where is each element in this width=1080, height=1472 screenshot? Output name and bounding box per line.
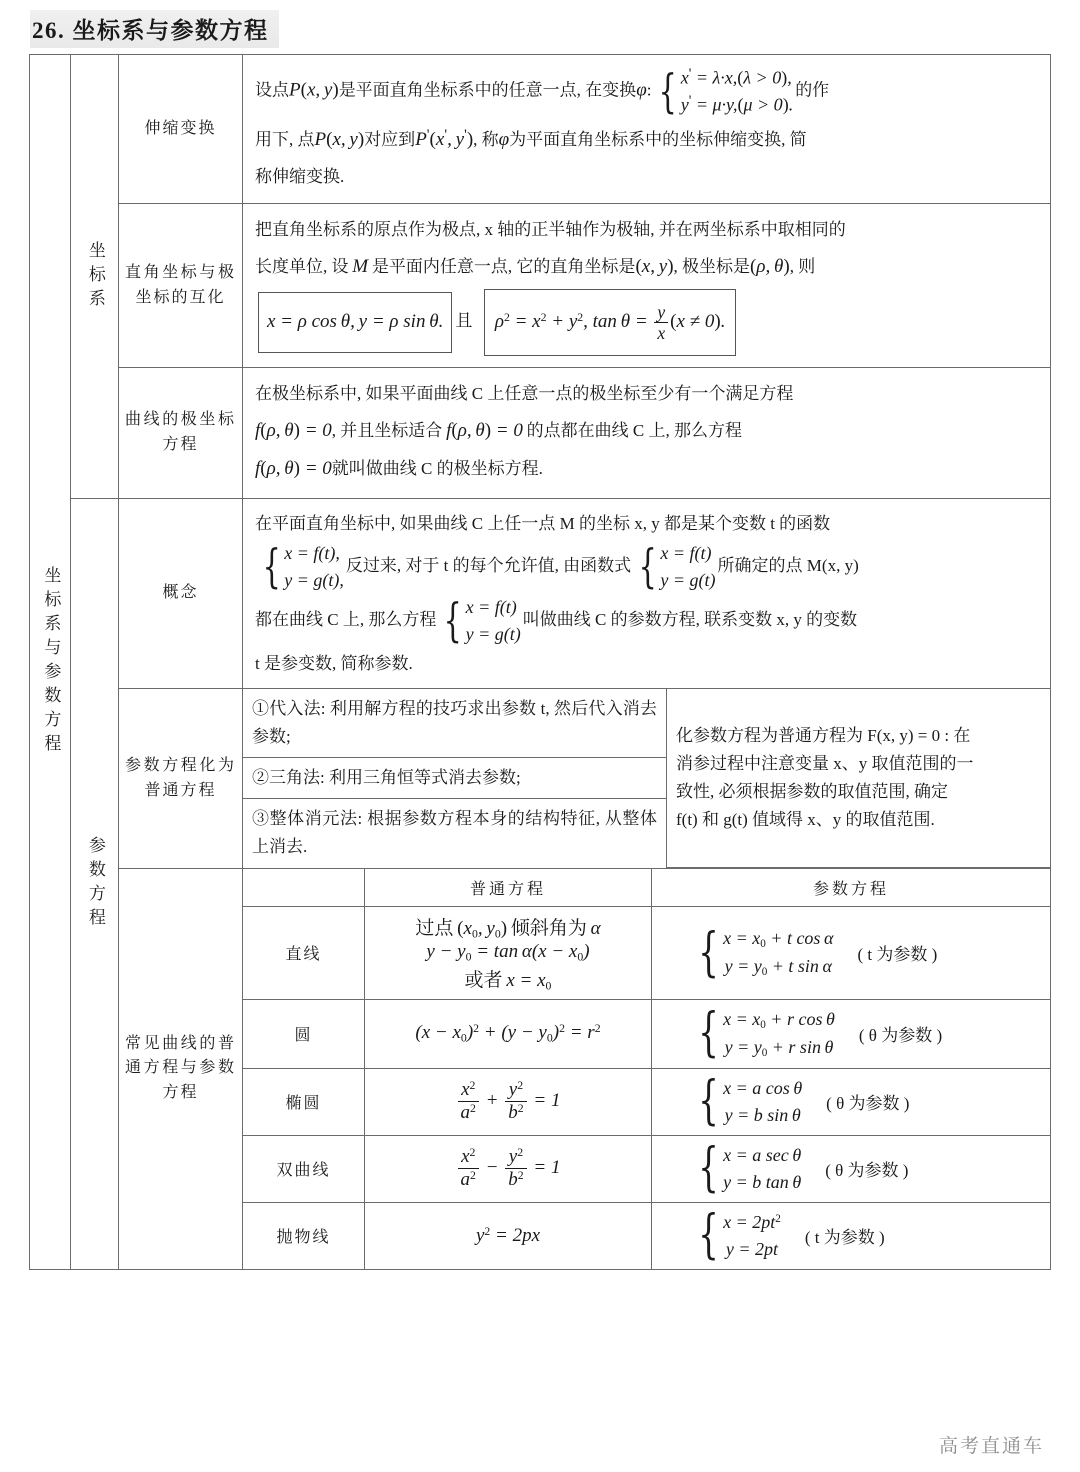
circle-param-system bbox=[692, 1003, 835, 1064]
polar-curve-body bbox=[243, 368, 1050, 499]
group1-label-cell bbox=[71, 55, 119, 499]
to-ordinary-label-cell bbox=[119, 689, 243, 869]
brace-glyph: { bbox=[443, 592, 463, 647]
frac-num: $x^2$ bbox=[458, 1079, 479, 1102]
param-wrap bbox=[656, 1071, 1046, 1132]
parabola-param-note: ( t 为参数 ) bbox=[804, 1228, 885, 1248]
line-ord-3: 或者 $x = x_0$ bbox=[464, 969, 552, 992]
concept-sys1-row1: x = f(t), bbox=[284, 542, 340, 563]
circle-param-row2: $y = y_0 + r$ sin θ bbox=[724, 1036, 834, 1059]
brace-glyph: { bbox=[698, 1003, 719, 1064]
concept-line1: 在平面直角坐标中, 如果曲线 C 上任一点 M 的坐标 x, y 都是某个变数 t 的函数 bbox=[255, 514, 831, 534]
curves-header-param: 参数方程 bbox=[652, 869, 1051, 907]
conversion-box-2 bbox=[484, 289, 737, 355]
ellipse-param-row1: x = a cos θ bbox=[723, 1077, 803, 1098]
concept-body-cell bbox=[243, 499, 1051, 689]
stretch-label: 伸缩变换 bbox=[144, 119, 217, 137]
stretch-line2 bbox=[255, 119, 1038, 160]
ellipse-ord: $\frac{x^2}{a^2}$ + $\frac{y^2}{b^2}$ = 1 bbox=[456, 1090, 561, 1111]
conv-l2c: , 极坐标是 bbox=[673, 257, 751, 277]
curve-ordinary-parabola bbox=[365, 1202, 652, 1269]
grand-label: 坐标系与参数方程 bbox=[41, 565, 61, 758]
conv-l2a: 长度单位, 设 bbox=[255, 257, 349, 277]
curve-param-parabola bbox=[652, 1202, 1051, 1269]
y2-over-b2 bbox=[505, 1079, 526, 1124]
stretch-l1c: 的作 bbox=[795, 80, 830, 100]
note-line-1: 化参数方程为普通方程为 F(x, y) = 0 : 在 bbox=[676, 726, 971, 746]
frac-num: $x^2$ bbox=[458, 1146, 479, 1169]
table-row bbox=[30, 868, 1051, 1269]
page-title-wrap bbox=[0, 0, 1080, 54]
to-ordinary-body-cell bbox=[243, 689, 1051, 869]
curve-name-ellipse: 椭圆 bbox=[243, 1068, 365, 1135]
frac-den: $a^2$ bbox=[460, 1102, 476, 1124]
curve-param-circle bbox=[652, 999, 1051, 1068]
x2-over-a2 bbox=[458, 1079, 479, 1124]
param-wrap bbox=[656, 1003, 1046, 1064]
stretch-l2d: 为平面直角坐标系中的坐标伸缩变换, 简 bbox=[509, 129, 807, 149]
conversion-line1: 把直角坐标系的原点作为极点, x 轴的正半轴作为极轴, 并在两坐标系中取相同的 bbox=[255, 220, 846, 240]
group2-label-cell bbox=[71, 499, 119, 1269]
stretch-sys-row2: y' = μ·y,(μ > 0). bbox=[680, 93, 794, 115]
concept-sys3-row1: x = f(t) bbox=[465, 596, 517, 617]
table-row bbox=[243, 999, 1050, 1068]
curves-table bbox=[243, 869, 1050, 1269]
curve-param-hyperbola bbox=[652, 1135, 1051, 1202]
concept-system-3 bbox=[438, 594, 520, 648]
stretch-l2b: 对应到 bbox=[364, 129, 416, 149]
table-row bbox=[30, 689, 1051, 869]
stretch-body bbox=[243, 55, 1050, 203]
table-row bbox=[30, 367, 1051, 499]
stretch-l2a: 用下, 点 bbox=[255, 129, 315, 149]
table-row bbox=[243, 1202, 1050, 1269]
conv-formula-2: $\rho^2 = x^2 + y^2$, tan θ = $\frac{y}{x}$ (x ≠ 0). bbox=[494, 302, 726, 344]
curve-name-line: 直线 bbox=[243, 906, 365, 999]
frac-num: $y^2$ bbox=[505, 1079, 526, 1102]
concept-line4: t 是参变数, 简称参数. bbox=[255, 653, 413, 673]
circle-param-row1: $x = x_0 + r$ cos θ bbox=[723, 1008, 835, 1031]
concept-mid2: 所确定的点 M(x, y) bbox=[717, 555, 859, 575]
method-3-cell: ③整体消元法: 根据参数方程本身的结构特征, 从整体上消去. bbox=[243, 799, 667, 868]
conv-xy: (x, y) bbox=[635, 256, 674, 278]
table-row bbox=[30, 204, 1051, 367]
concept-line2 bbox=[255, 540, 1038, 594]
parabola-param-row1: $x = 2pt^2$ bbox=[723, 1211, 781, 1232]
y-over-x-fraction bbox=[654, 302, 668, 343]
curve-name-parabola: 抛物线 bbox=[243, 1202, 365, 1269]
table-row bbox=[243, 689, 1050, 758]
conversion-label: 直角坐标与极坐标的互化 bbox=[125, 263, 236, 306]
ellipse-param-system bbox=[692, 1071, 803, 1132]
to-ordinary-label: 参数方程化为普通方程 bbox=[125, 756, 236, 799]
line-param-row1: $x = x_0 + t$ cos α bbox=[723, 928, 834, 951]
concept-label-cell bbox=[119, 499, 243, 689]
phi-symbol-2: φ bbox=[498, 128, 510, 150]
concept-sys2-row2: y = g(t) bbox=[660, 569, 716, 590]
curve-ordinary-line bbox=[365, 906, 652, 999]
concept-sys2-row1: x = f(t) bbox=[660, 542, 712, 563]
stretch-body-cell bbox=[243, 55, 1051, 204]
hyperbola-param-system bbox=[692, 1138, 802, 1199]
table-row bbox=[243, 869, 1050, 907]
ellipse-param-note: ( θ 为参数 ) bbox=[826, 1094, 910, 1114]
methods-table bbox=[243, 689, 1050, 868]
concept-system-2 bbox=[633, 540, 715, 594]
conv-rhotheta: (ρ, θ) bbox=[750, 256, 790, 278]
polar-line1: 在极坐标系中, 如果平面曲线 C 上任意一点的极坐标至少有一个满足方程 bbox=[255, 383, 794, 403]
conv-conj: 且 bbox=[455, 311, 473, 331]
curve-name-hyperbola: 双曲线 bbox=[243, 1135, 365, 1202]
curve-name-circle: 圆 bbox=[243, 999, 365, 1068]
conversion-body-cell bbox=[243, 204, 1051, 367]
concept-l3b: 叫做曲线 C 的参数方程, 联系变数 x, y 的变数 bbox=[522, 609, 858, 629]
group1-label: 坐标系 bbox=[85, 240, 105, 313]
curve-param-line bbox=[652, 906, 1051, 999]
method-2-cell: ②三角法: 利用三角恒等式消去参数; bbox=[243, 758, 667, 799]
concept-system-1 bbox=[257, 540, 344, 594]
conversion-line2 bbox=[255, 248, 1038, 287]
brace-glyph: { bbox=[262, 538, 281, 593]
line-param-row2: $y = y_0 + t$ sin α bbox=[724, 955, 832, 979]
polar-l3b: 就叫做曲线 C 的极坐标方程. bbox=[331, 459, 543, 479]
table-row bbox=[243, 1135, 1050, 1202]
page-title: 26. 坐标系与参数方程 bbox=[30, 10, 279, 48]
conversion-body bbox=[243, 204, 1050, 366]
line-ord-1: 过点 ($x_0$, $y_0$) 倾斜角为 α bbox=[415, 917, 601, 941]
circle-ord: $(x - x_0)^2 + (y - y_0)^2 = r^2$ bbox=[415, 1022, 601, 1045]
frac-den: $b^2$ bbox=[508, 1169, 524, 1191]
conv-formula-1: x = ρ cos θ, y = ρ sin θ. bbox=[267, 311, 444, 333]
watermark: 高考直通车 bbox=[938, 1436, 1044, 1457]
conversion-box-1 bbox=[258, 292, 452, 352]
stretch-P: P(x, y) bbox=[289, 79, 339, 101]
method-1-cell: ①代入法: 利用解方程的技巧求出参数 t, 然后代入消去参数; bbox=[243, 689, 667, 758]
concept-sys3-row2: y = g(t) bbox=[465, 623, 521, 644]
conv-l2d: , 则 bbox=[789, 257, 816, 277]
note-line-4: f(t) 和 g(t) 值域得 x、y 的取值范围. bbox=[676, 810, 935, 830]
curves-label: 常见曲线的普通方程与参数方程 bbox=[125, 1034, 236, 1102]
brace-glyph: { bbox=[698, 1138, 719, 1199]
curves-header-blank bbox=[243, 869, 365, 907]
line-ord-2: $y - y_0 = \tan \alpha(x - x_0)$ bbox=[426, 941, 590, 964]
concept-line3 bbox=[255, 594, 1038, 648]
frac-den: $b^2$ bbox=[508, 1102, 524, 1124]
stretch-line3: 称伸缩变换. bbox=[255, 166, 345, 186]
conv-M: M bbox=[348, 256, 372, 278]
y2-over-b2 bbox=[505, 1146, 526, 1191]
curves-header-ordinary: 普通方程 bbox=[365, 869, 652, 907]
table-row bbox=[243, 1068, 1050, 1135]
grand-label-cell bbox=[30, 55, 71, 1270]
note-line-3: 致性, 必须根据参数的取值范围, 确定 bbox=[676, 782, 948, 802]
polar-eq-3: f(ρ, θ) = 0 bbox=[255, 458, 332, 480]
polar-curve-label: 曲线的极坐标方程 bbox=[125, 411, 236, 454]
concept-body bbox=[243, 499, 1050, 688]
note-line-2: 消参过程中注意变量 x、y 取值范围的一 bbox=[676, 754, 974, 774]
polar-l2b: , 并且坐标适合 bbox=[331, 420, 443, 440]
table-row bbox=[30, 499, 1051, 689]
conv-l2b: 是平面内任意一点, 它的直角坐标是 bbox=[371, 257, 636, 277]
concept-label: 概念 bbox=[162, 584, 199, 602]
line-param-system bbox=[692, 922, 834, 983]
param-wrap bbox=[656, 1138, 1046, 1199]
stretch-l1b: 是平面直角坐标系中的任意一点, 在变换 bbox=[338, 80, 637, 100]
line-param-note: ( t 为参数 ) bbox=[857, 945, 938, 965]
stretch-P2: P(x, y) bbox=[314, 128, 365, 150]
parabola-param-system bbox=[692, 1205, 781, 1266]
frac-den: x bbox=[657, 323, 666, 344]
brace-glyph: { bbox=[659, 63, 678, 118]
circle-param-note: ( θ 为参数 ) bbox=[858, 1026, 943, 1046]
curve-ordinary-ellipse bbox=[365, 1068, 652, 1135]
stretch-sys-row1: x' = λ·x,(λ > 0), bbox=[680, 66, 792, 88]
param-wrap bbox=[656, 922, 1046, 983]
phi-symbol: φ bbox=[636, 79, 647, 101]
table-row bbox=[30, 55, 1051, 204]
curves-label-cell bbox=[119, 868, 243, 1269]
concept-sys1-row2: y = g(t), bbox=[284, 569, 344, 590]
curve-ordinary-circle bbox=[365, 999, 652, 1068]
hyperbola-param-note: ( θ 为参数 ) bbox=[825, 1161, 909, 1181]
polar-eq-2: f(ρ, θ) = 0 bbox=[442, 419, 527, 441]
stretch-Pprime: P'(x', y') bbox=[415, 125, 474, 150]
brace-glyph: { bbox=[698, 1071, 719, 1132]
polar-line3 bbox=[255, 450, 1038, 489]
param-wrap bbox=[656, 1205, 1046, 1266]
parabola-param-row2: y = 2pt bbox=[725, 1238, 779, 1259]
table-row bbox=[243, 906, 1050, 999]
conversion-formula-row bbox=[255, 287, 1038, 357]
stretch-l1a: 设点 bbox=[255, 80, 289, 100]
polar-line2 bbox=[255, 412, 1038, 451]
polar-curve-body-cell bbox=[243, 367, 1051, 499]
main-table bbox=[29, 54, 1051, 1270]
stretch-label-cell bbox=[119, 55, 243, 204]
group2-label: 参数方程 bbox=[85, 835, 105, 932]
parabola-ord: $y^2 = 2px$ bbox=[475, 1224, 541, 1246]
brace-glyph: { bbox=[638, 538, 657, 593]
stretch-l2c: , 称 bbox=[473, 129, 499, 149]
stretch-colon: : bbox=[646, 80, 652, 100]
frac-den: $a^2$ bbox=[460, 1169, 476, 1191]
frac-num: y bbox=[654, 302, 668, 323]
x2-over-a2 bbox=[458, 1146, 479, 1191]
polar-l2d: 的点都在曲线 C 上, 那么方程 bbox=[526, 420, 743, 440]
conversion-label-cell bbox=[119, 204, 243, 367]
ellipse-param-row2: y = b sin θ bbox=[724, 1104, 801, 1125]
hyperbola-ord: $\frac{x^2}{a^2}$ − $\frac{y^2}{b^2}$ = 1 bbox=[456, 1157, 561, 1178]
curve-ordinary-hyperbola bbox=[365, 1135, 652, 1202]
brace-glyph: { bbox=[698, 1205, 719, 1266]
brace-glyph: { bbox=[698, 922, 719, 983]
to-ordinary-note-cell bbox=[667, 689, 1051, 867]
concept-mid1: 反过来, 对于 t 的每个允许值, 由函数式 bbox=[345, 555, 632, 575]
polar-curve-label-cell bbox=[119, 367, 243, 499]
curve-param-ellipse bbox=[652, 1068, 1051, 1135]
hyperbola-param-row2: y = b tan θ bbox=[723, 1171, 802, 1192]
hyperbola-param-row1: x = a sec θ bbox=[723, 1144, 802, 1165]
stretch-system bbox=[653, 64, 793, 119]
concept-l3a: 都在曲线 C 上, 那么方程 bbox=[255, 609, 437, 629]
frac-num: $y^2$ bbox=[505, 1146, 526, 1169]
polar-eq-1: f(ρ, θ) = 0 bbox=[255, 419, 332, 441]
curves-body-cell bbox=[243, 868, 1051, 1269]
